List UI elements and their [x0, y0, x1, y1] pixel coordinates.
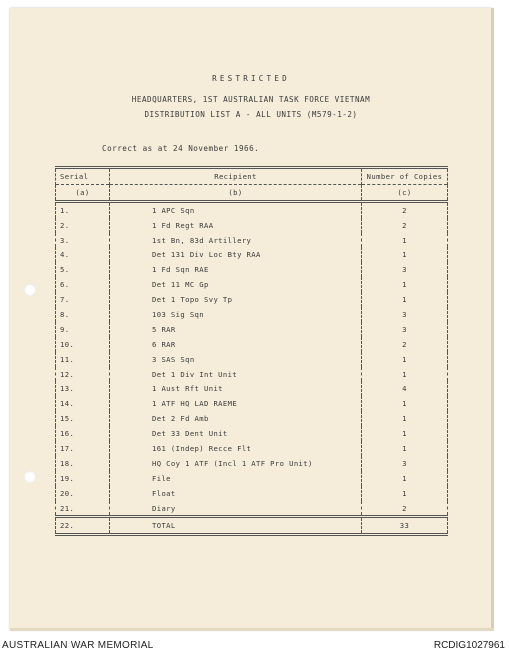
row-copies: 1	[362, 233, 448, 248]
row-recipient: 103 Sig Sqn	[110, 307, 362, 322]
row-copies: 1	[362, 247, 448, 262]
row-serial: 3.	[56, 233, 110, 248]
row-serial: 18.	[56, 456, 110, 471]
row-serial: 21.	[56, 501, 110, 517]
row-recipient: 1 Fd Sqn RAE	[110, 262, 362, 277]
row-serial: 10.	[56, 337, 110, 352]
row-serial: 16.	[56, 426, 110, 441]
subheader-serial: (a)	[56, 184, 110, 201]
row-serial: 17.	[56, 441, 110, 456]
row-serial: 4.	[56, 247, 110, 262]
row-recipient: 6 RAR	[110, 337, 362, 352]
row-recipient: Det 33 Dent Unit	[110, 426, 362, 441]
row-serial: 13.	[56, 381, 110, 396]
row-copies: 2	[362, 201, 448, 217]
reference-caption: RCDIG1027961	[433, 640, 505, 651]
subheader-recipient: (b)	[110, 184, 362, 201]
table-row	[56, 322, 448, 337]
row-recipient: 1 Fd Regt RAA	[110, 218, 362, 233]
page-edge-shadow-bottom	[10, 628, 494, 631]
row-serial: 2.	[56, 218, 110, 233]
table-row	[56, 352, 448, 367]
row-copies: 1	[362, 426, 448, 441]
row-copies: 1	[362, 277, 448, 292]
row-recipient: File	[110, 471, 362, 486]
row-recipient: Det 1 Div Int Unit	[110, 367, 362, 382]
table-row	[56, 426, 448, 441]
distribution-list-title: DISTRIBUTION LIST A - ALL UNITS (M579-1-2)	[144, 110, 358, 119]
table-row	[56, 411, 448, 426]
table-row	[56, 292, 448, 307]
row-copies: 1	[362, 486, 448, 501]
table-row	[56, 471, 448, 486]
table-row	[56, 201, 448, 217]
row-serial: 1.	[56, 201, 110, 217]
table-row	[56, 337, 448, 352]
source-caption: AUSTRALIAN WAR MEMORIAL	[2, 640, 154, 651]
table-row	[56, 381, 448, 396]
subheader-copies: (c)	[362, 184, 448, 201]
row-serial: 12.	[56, 367, 110, 382]
row-recipient: 1 ATF HQ LAD RAEME	[110, 396, 362, 411]
headquarters-heading: HEADQUARTERS, 1ST AUSTRALIAN TASK FORCE VIETNAM	[131, 95, 371, 104]
row-recipient: 1 Aust Rft Unit	[110, 381, 362, 396]
row-recipient: Det 11 MC Gp	[110, 277, 362, 292]
row-copies: 2	[362, 218, 448, 233]
row-copies: 3	[362, 262, 448, 277]
header-copies: Number of Copies	[362, 168, 448, 185]
header-serial: Serial	[56, 168, 110, 185]
row-serial: 9.	[56, 322, 110, 337]
row-copies: 3	[362, 322, 448, 337]
row-recipient: 1st Bn, 83d Artillery	[110, 233, 362, 248]
correct-as-at-line: Correct as at 24 November 1966.	[102, 144, 260, 153]
table-row	[56, 486, 448, 501]
row-recipient: 1 APC Sqn	[110, 201, 362, 217]
row-copies: 2	[362, 501, 448, 517]
row-serial: 5.	[56, 262, 110, 277]
punch-hole	[24, 471, 36, 483]
row-recipient: Det 131 Div Loc Bty RAA	[110, 247, 362, 262]
row-copies: 1	[362, 367, 448, 382]
row-copies: 4	[362, 381, 448, 396]
row-copies: 1	[362, 471, 448, 486]
row-copies: 1	[362, 441, 448, 456]
table-row	[56, 247, 448, 262]
total-serial: 22.	[56, 517, 110, 535]
row-recipient: 161 (Indep) Recce Flt	[110, 441, 362, 456]
header-recipient: Recipient	[110, 168, 362, 185]
table-row	[56, 262, 448, 277]
table-row	[56, 501, 448, 517]
row-recipient: 5 RAR	[110, 322, 362, 337]
classification-heading: RESTRICTED	[212, 74, 290, 83]
row-serial: 7.	[56, 292, 110, 307]
row-serial: 19.	[56, 471, 110, 486]
table-row	[56, 367, 448, 382]
table-header-row	[56, 168, 448, 185]
row-recipient: Float	[110, 486, 362, 501]
row-recipient: HQ Coy 1 ATF (Incl 1 ATF Pro Unit)	[110, 456, 362, 471]
table-row	[56, 233, 448, 248]
row-serial: 15.	[56, 411, 110, 426]
row-copies: 3	[362, 307, 448, 322]
table-row	[56, 456, 448, 471]
row-copies: 1	[362, 352, 448, 367]
row-recipient: Det 1 Topo Svy Tp	[110, 292, 362, 307]
row-recipient: Det 2 Fd Amb	[110, 411, 362, 426]
row-copies: 2	[362, 337, 448, 352]
row-serial: 14.	[56, 396, 110, 411]
table-subheader-row	[56, 184, 448, 201]
row-serial: 11.	[56, 352, 110, 367]
punch-hole	[24, 284, 36, 296]
total-label: TOTAL	[110, 517, 362, 535]
row-copies: 1	[362, 396, 448, 411]
table-row	[56, 307, 448, 322]
row-copies: 1	[362, 411, 448, 426]
table-row	[56, 218, 448, 233]
distribution-table	[55, 166, 448, 536]
row-serial: 6.	[56, 277, 110, 292]
row-copies: 3	[362, 456, 448, 471]
table-total-row	[56, 517, 448, 535]
row-serial: 8.	[56, 307, 110, 322]
table-row	[56, 396, 448, 411]
total-copies: 33	[362, 517, 448, 535]
table-row	[56, 277, 448, 292]
row-serial: 20.	[56, 486, 110, 501]
table-row	[56, 441, 448, 456]
row-recipient: Diary	[110, 501, 362, 517]
row-copies: 1	[362, 292, 448, 307]
row-recipient: 3 SAS Sqn	[110, 352, 362, 367]
